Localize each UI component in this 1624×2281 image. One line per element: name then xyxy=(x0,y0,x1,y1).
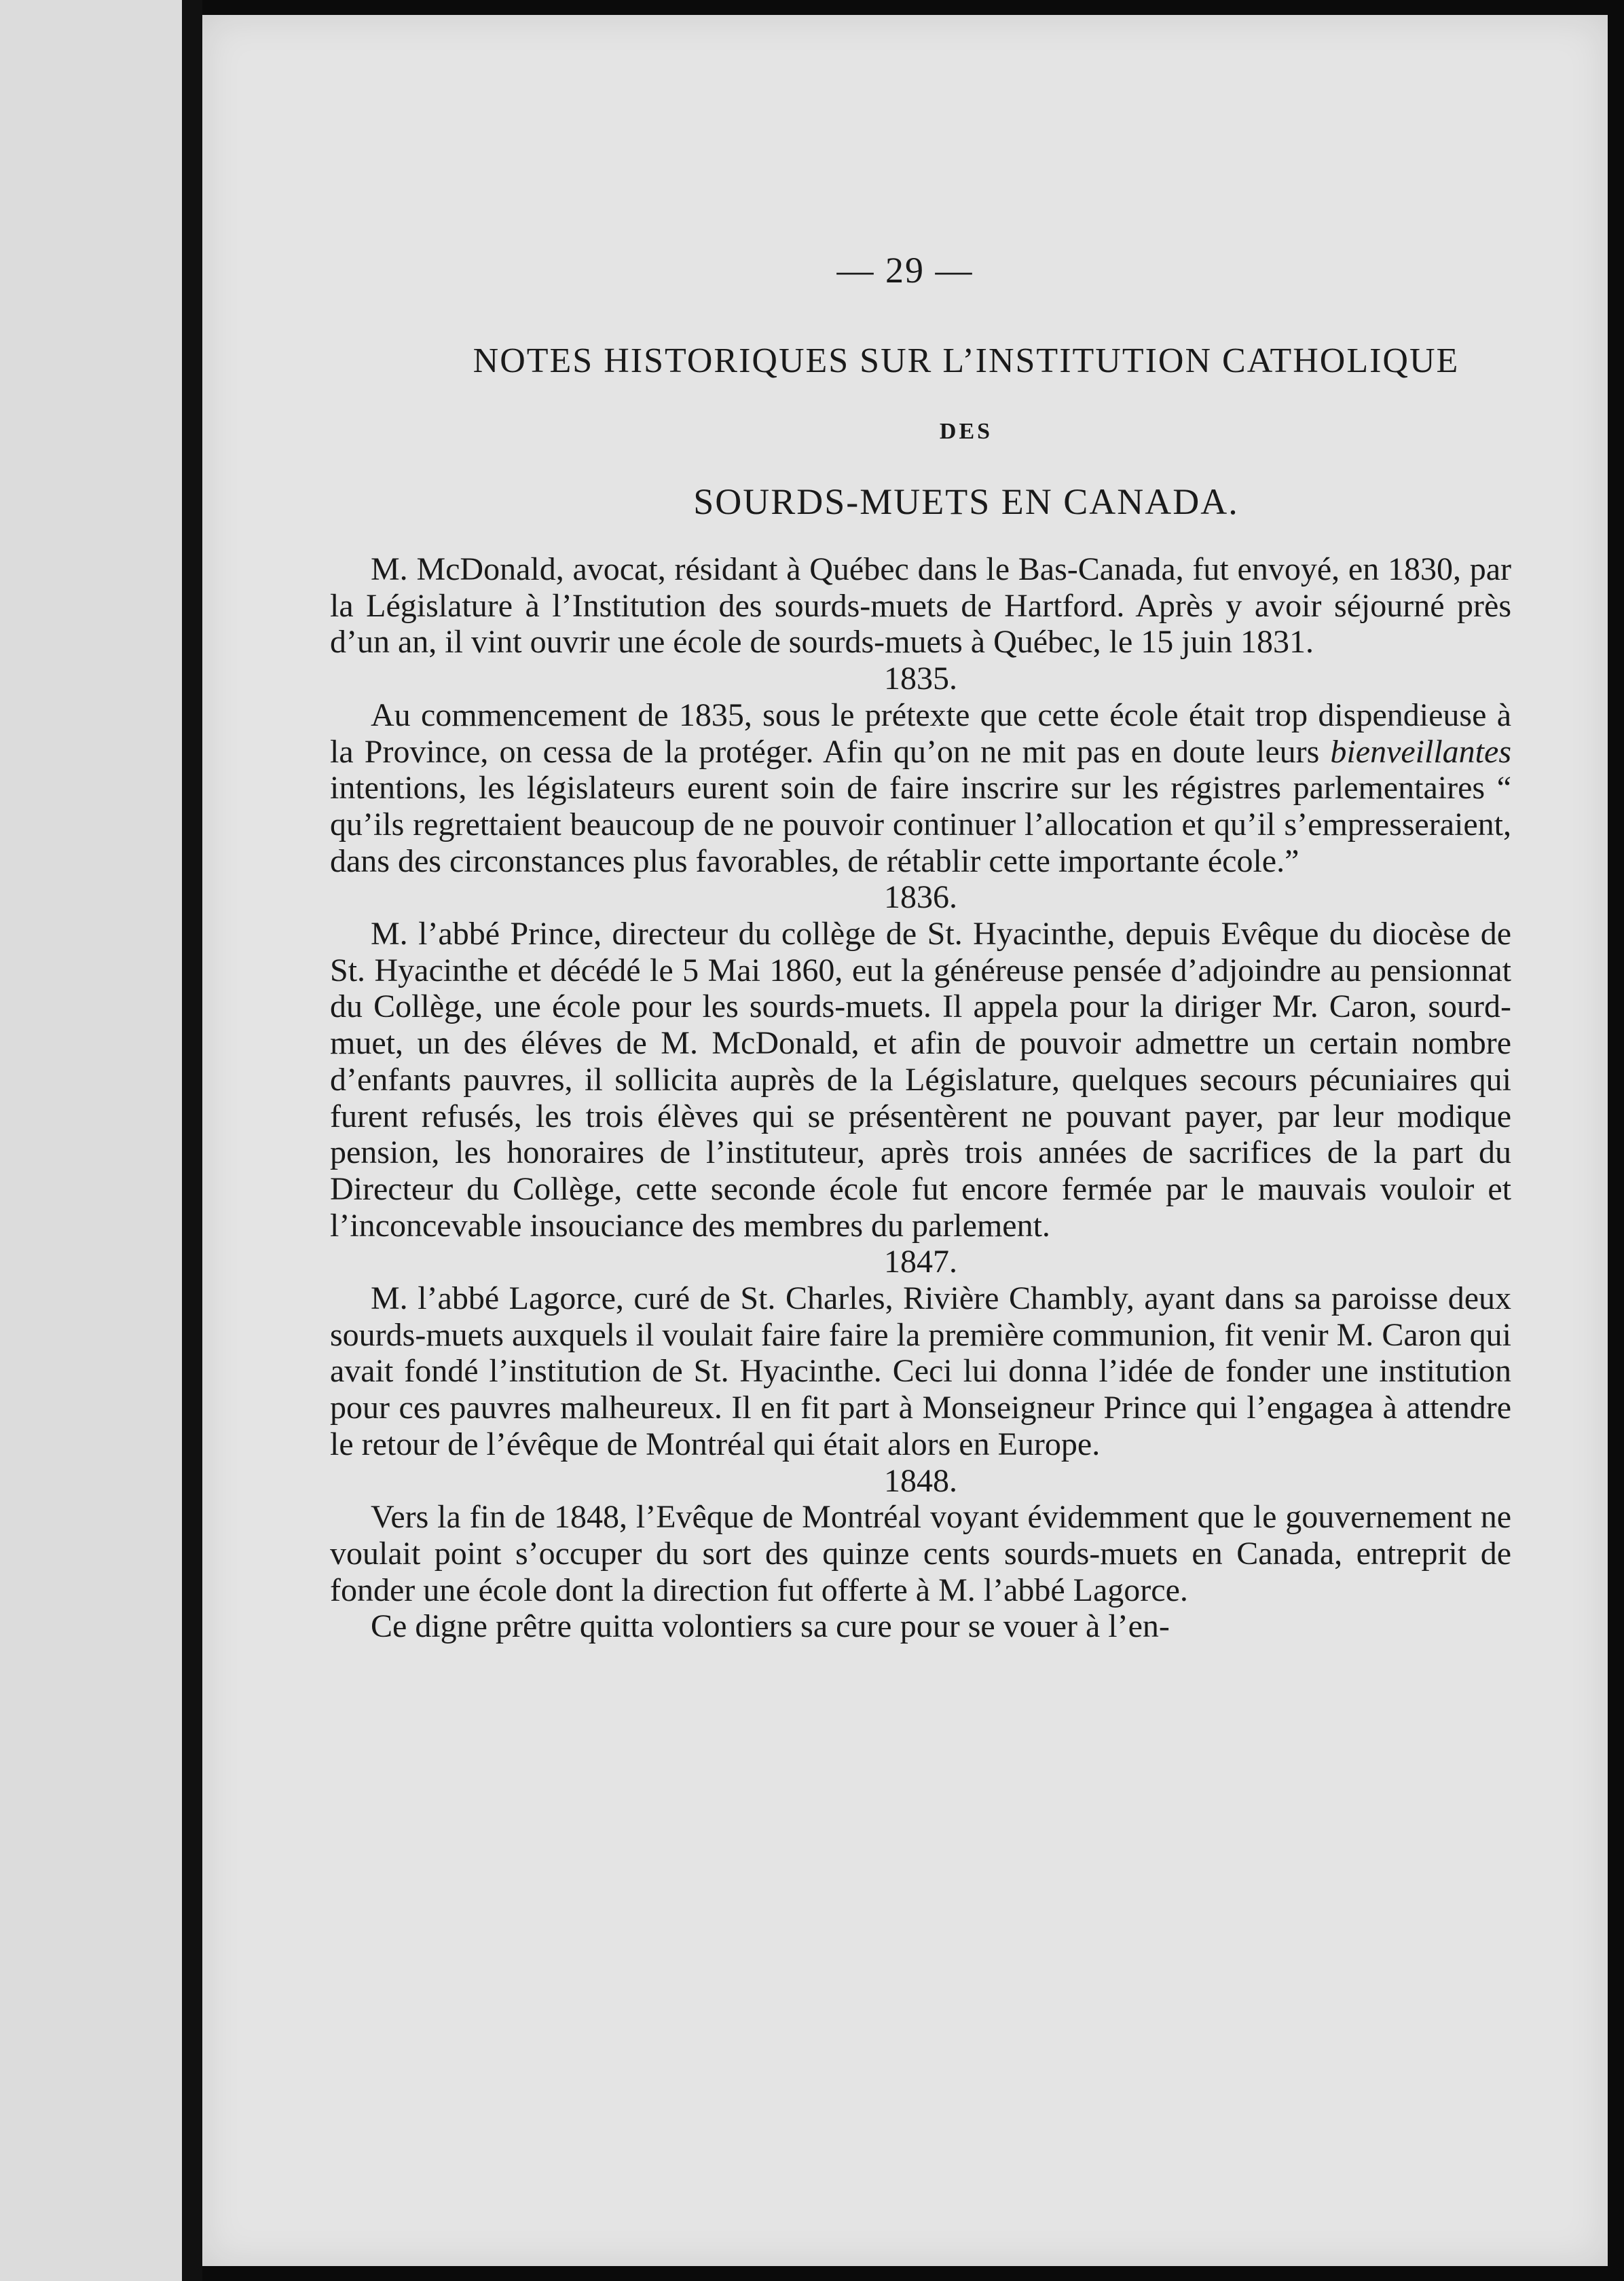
paragraph-4: M. l’abbé Lagorce, curé de St. Charles, Rivière Chambly, ayant dans sa paroisse deux sourds-muets auxquels il voulait faire faire la première communion, fit venir M. Caron qui avait fondé l’institution de St. Hyacinthe. Ceci lui donna l’idée de fonder une institution pour ces pauvres malheureux. Il en fit part à Monseigneur Prince qui l’engagea à attendre le retour de l’évêque de Montréal qui était alors en Europe. xyxy=(330,1280,1511,1462)
paragraph-2-emphasis: bienveillantes xyxy=(1330,733,1511,770)
year-heading-1847: 1847. xyxy=(884,1244,957,1280)
previous-page-edge xyxy=(0,0,182,2281)
book-gutter xyxy=(182,0,202,2281)
title-line-3: SOURDS-MUETS EN CANADA. xyxy=(693,481,1239,522)
paragraph-1: M. McDonald, avocat, résidant à Québec dans le Bas-Canada, fut envoyé, en 1830, par la Législature à l’Institution des sourds-muets de Hartford. Après y avoir séjourné près d’un an, il vint ouvrir une école de sourds-muets à Québec, le 15 juin 1831. xyxy=(330,551,1511,661)
year-heading-1836: 1836. xyxy=(884,879,957,916)
document-page xyxy=(202,15,1608,2266)
year-heading-1848: 1848. xyxy=(884,1462,957,1499)
page-number: — 29 — xyxy=(836,250,974,291)
title-line-2: DES xyxy=(939,419,993,444)
paragraph-2-part-a: Au commencement de 1835, sous le prétexte que cette école était trop dispendieuse à la Province, on cessa de la protéger. Afin qu’on ne mit pas en doute leurs xyxy=(330,697,1511,770)
body-text xyxy=(330,551,1511,1645)
year-heading-1835: 1835. xyxy=(884,661,957,697)
paragraph-3: M. l’abbé Prince, directeur du collège de St. Hyacinthe, depuis Evêque du diocèse de St. Hyacinthe et décédé le 5 Mai 1860, eut la généreuse pensée d’adjoindre au pensionnat du Collège, une école pour les sourds-muets. Il appela pour la diriger Mr. Caron, sourd-muet, un des éléves de M. McDonald, et afin de pouvoir admettre un certain nombre d’enfants pauvres, il sollicita auprès de la Législature, quelques secours pécuniaires qui furent refusés, les trois élèves qui se présentèrent ne pouvant payer, par leur modique pension, les honoraires de l’instituteur, après trois années de sacrifices de la part du Directeur du Collège, cette seconde école fut encore fermée par le mauvais vouloir et l’inconcevable insouciance des membres du parlement. xyxy=(330,916,1511,1244)
title-line-1: NOTES HISTORIQUES SUR L’INSTITUTION CATHOLIQUE xyxy=(473,341,1460,380)
paragraph-2-part-b: intentions, les législateurs eurent soin de faire inscrire sur les régistres parlementaires “ qu’ils regrettaient beaucoup de ne pouvoir continuer l’allocation et qu’il s’empresseraient, dans des circonstances plus favorables, de rétablir cette importante école.” xyxy=(330,770,1511,879)
paragraph-6: Ce digne prêtre quitta volontiers sa cure pour se vouer à l’en- xyxy=(371,1608,1170,1645)
paragraph-2 xyxy=(330,697,1511,880)
paragraph-5: Vers la fin de 1848, l’Evêque de Montréal voyant évidemment que le gouvernement ne voulait point s’occuper du sort des quinze cents sourds-muets en Canada, entreprit de fonder une école dont la direction fut offerte à M. l’abbé Lagorce. xyxy=(330,1499,1511,1608)
